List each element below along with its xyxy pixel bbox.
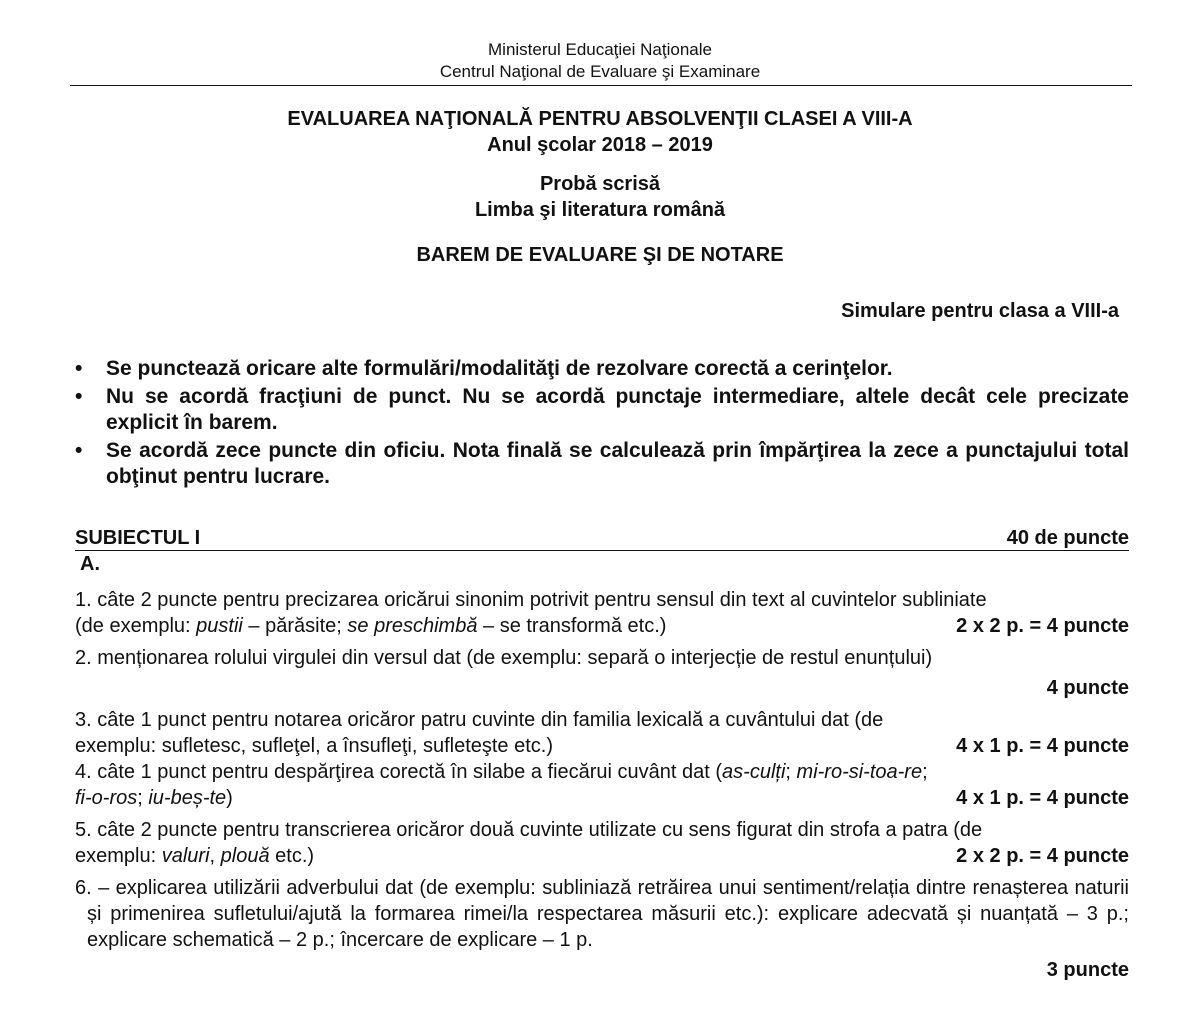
scoring-items	[75, 587, 1129, 989]
item-4-points: 4 x 1 p. = 4 puncte	[956, 787, 1129, 809]
item-4-sep-1: ;	[785, 761, 797, 783]
item-3-points: 4 x 1 p. = 4 puncte	[956, 735, 1129, 757]
school-year: Anul şcolar 2018 – 2019	[487, 134, 713, 156]
section-points: 40 de puncte	[1006, 527, 1129, 549]
item-4-line1	[75, 759, 1129, 785]
item-1-text-a: (de exemplu:	[75, 615, 197, 637]
item-4-sep-3: ;	[137, 787, 149, 809]
item-1	[75, 587, 1129, 639]
rule-item: • Se punctează oricare alte formulări/modalităţi de rezolvare corectă a cerinţelor.	[73, 356, 1129, 382]
item-3-line2: exemplu: sufletesc, sufleţel, a însufleţi, sufleteşte etc.)	[75, 735, 554, 757]
item-4-text: 4. câte 1 punct pentru despărţirea corectă în silabe a fiecărui cuvânt dat (	[75, 761, 723, 783]
item-1-line1: 1. câte 2 puncte pentru precizarea oricărui sinonim potrivit pentru sensul din text al cuvintelor subliniate	[75, 589, 987, 611]
item-1-text-c: – se transformă etc.)	[477, 615, 667, 637]
subject-name: Limba şi literatura română	[474, 199, 726, 221]
general-rules	[73, 356, 1129, 492]
item-5-text-b: etc.)	[269, 845, 315, 867]
header-divider	[70, 85, 1132, 86]
barem-title: BAREM DE EVALUARE ŞI DE NOTARE	[416, 244, 784, 266]
item-2-text: 2. menționarea rolului virgulei din versul dat (de exemplu: separă o interjecție de restul enunțului)	[75, 647, 933, 669]
item-4-syllables-2: mi-ro-si-toa-re	[796, 761, 923, 783]
part-label: A.	[80, 553, 100, 575]
item-2	[75, 645, 1129, 701]
item-5-word-1: valuri	[161, 845, 210, 867]
item-4-syllables-3: fi-o-ros	[75, 787, 138, 809]
item-5-points: 2 x 2 p. = 4 puncte	[956, 845, 1129, 867]
item-5-line1: 5. câte 2 puncte pentru transcrierea oricăror două cuvinte utilizate cu sens figurat din strofa a patra (de	[75, 819, 983, 841]
section-heading	[75, 527, 1129, 551]
simulation-label: Simulare pentru clasa a VIII-a	[841, 300, 1119, 322]
item-3-line1: 3. câte 1 punct pentru notarea oricăror patru cuvinte din familia lexicală a cuvântului dat (de	[75, 709, 884, 731]
item-4-sep-2: ;	[922, 761, 928, 783]
item-4-syllables-1: as-culți	[722, 761, 786, 783]
rule-item: • Nu se acordă fracţiuni de punct. Nu se acordă punctaje intermediare, altele decât cele precizate explicit în barem.	[73, 384, 1129, 436]
item-1-word-2: se preschimbă	[347, 615, 478, 637]
ministry-header: Ministerul Educaţiei Naţionale	[488, 40, 712, 59]
item-5-text-a: exemplu:	[75, 845, 162, 867]
probe-type: Probă scrisă	[539, 173, 661, 195]
item-6-points: 3 puncte	[1046, 959, 1129, 981]
item-5	[75, 817, 1129, 869]
exam-title: EVALUAREA NAŢIONALĂ PENTRU ABSOLVENŢII CLASEI A VIII-A	[287, 108, 913, 130]
item-3	[75, 707, 1129, 759]
item-1-text-b: – părăsite;	[242, 615, 348, 637]
item-1-points: 2 x 2 p. = 4 puncte	[956, 615, 1129, 637]
rule-item: • Se acordă zece puncte din oficiu. Nota finală se calculează prin împărţirea la zece a punctajului total obţinut pentru lucrare.	[73, 438, 1129, 490]
item-4-close: )	[226, 787, 233, 809]
item-2-points: 4 puncte	[1046, 677, 1129, 699]
item-4	[75, 759, 1129, 811]
item-6	[75, 875, 1129, 983]
item-4-syllables-4: iu-beș-te	[148, 787, 227, 809]
item-6-text: 6. – explicarea utilizării adverbului dat (de exemplu: subliniază retrăirea unui sentiment/relația dintre renașterea naturii și primenirea sufletului/ajută la formarea rimei/la respectarea măsurii etc.): explicare adecvată și nuanțată – 3 p.; explicare schematică – 2 p.; încercare de explicare – 1 p.	[75, 877, 1129, 951]
item-5-sep: ,	[209, 845, 221, 867]
section-title: SUBIECTUL I	[75, 527, 201, 549]
center-header: Centrul Naţional de Evaluare şi Examinare	[439, 62, 761, 81]
item-1-word-1: pustii	[196, 615, 243, 637]
item-5-word-2: plouă	[220, 845, 270, 867]
